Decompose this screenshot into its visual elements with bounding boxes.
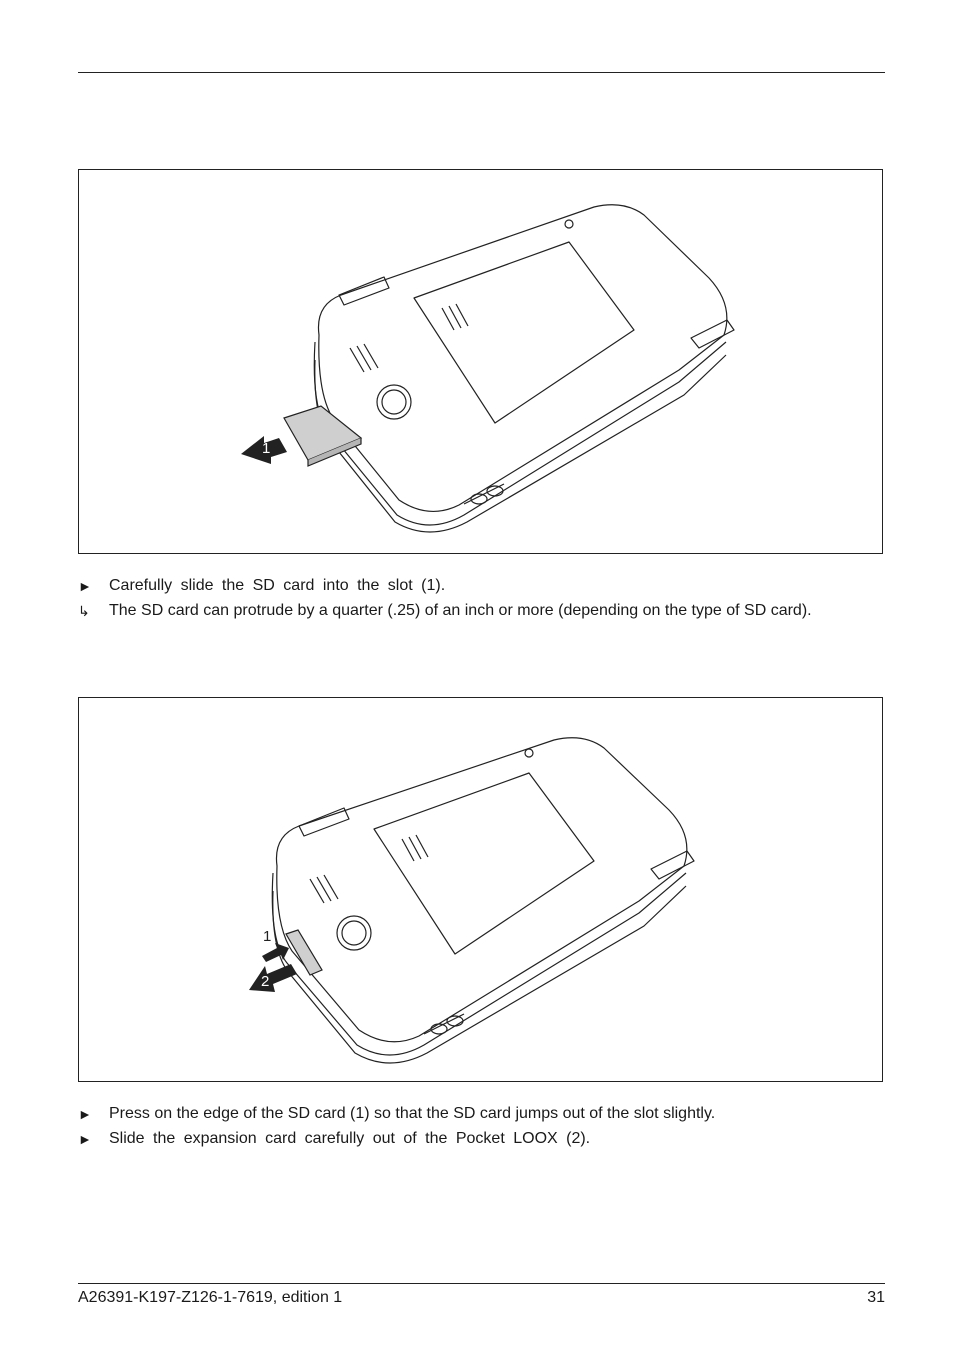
- callout-1: 1: [262, 440, 271, 457]
- header-rule: [78, 72, 885, 73]
- page-number: 31: [867, 1289, 885, 1306]
- callout-2: 2: [261, 973, 270, 990]
- slide-out-arrow-icon: [249, 964, 297, 992]
- step-text: Slide the expansion card carefully out of the Pocket LOOX (2).: [109, 1130, 591, 1147]
- callout-1: 1: [263, 928, 272, 945]
- pocket-pc-insert-illustration: [79, 170, 884, 555]
- bullet-arrow-icon: ►: [78, 578, 92, 594]
- pocket-pc-remove-illustration: [79, 698, 884, 1083]
- insert-arrow-icon: [241, 436, 287, 464]
- bullet-arrow-icon: ►: [78, 1131, 92, 1147]
- step-text: The SD card can protrude by a quarter (.25) of an inch or more (depending on the type of SD card).: [109, 602, 812, 619]
- step-text: Carefully slide the SD card into the slot (1).: [109, 577, 446, 594]
- figure-remove-sd-card: [78, 697, 883, 1082]
- result-arrow-icon: ↳: [78, 603, 90, 619]
- bullet-arrow-icon: ►: [78, 1106, 92, 1122]
- step-text: Press on the edge of the SD card (1) so that the SD card jumps out of the slot slightly.: [109, 1105, 716, 1122]
- footer-doc-id: A26391-K197-Z126-1-7619, edition 1: [78, 1289, 343, 1306]
- footer-rule: [78, 1283, 885, 1284]
- figure-insert-sd-card: [78, 169, 883, 554]
